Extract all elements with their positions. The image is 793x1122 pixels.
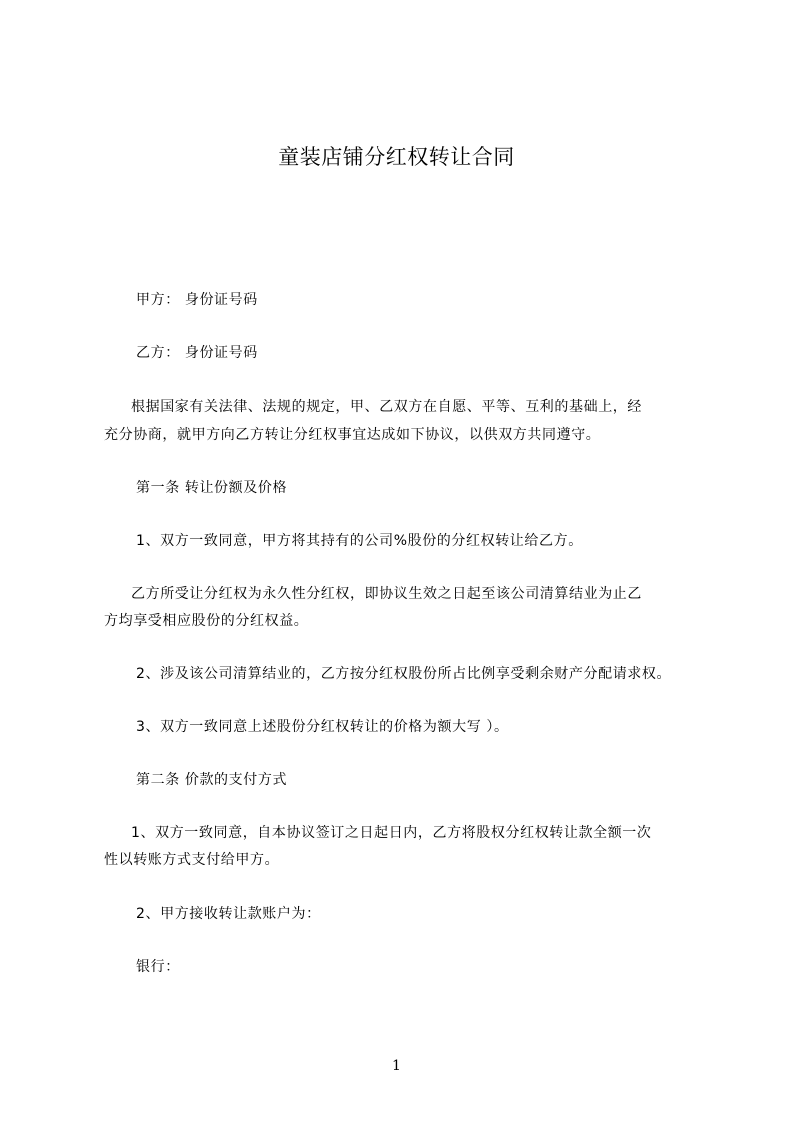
article-1-clause-1-note-line-2: 方均享受相应股份的分红权益。 — [104, 613, 309, 629]
article-1-clause-3: 3、双方一致同意上述股份分红权转让的价格为额大写 ）。 — [136, 719, 509, 735]
article-2-heading: 第二条 价款的支付方式 — [136, 772, 288, 788]
article-1-heading: 第一条 转让份额及价格 — [136, 480, 288, 496]
article-2-clause-1-line-2: 性以转账方式支付给甲方。 — [104, 852, 280, 868]
article-2-clause-2: 2、甲方接收转让款账户为： — [136, 906, 321, 922]
article-1-clause-2: 2、涉及该公司清算结业的，乙方按分红权股份所占比例享受剩余财产分配请求权。 — [136, 666, 672, 682]
page-number: 1 — [392, 1058, 401, 1074]
preamble-line-2: 充分协商，就甲方向乙方转让分红权事宜达成如下协议，以供双方共同遵守。 — [104, 427, 601, 443]
article-2-clause-1-line-1: 1、双方一致同意，自本协议签订之日起日内，乙方将股权分红权转让款全额一次 — [131, 825, 652, 841]
party-a-line: 甲方： 身份证号码 — [136, 292, 258, 308]
bank-line: 银行： — [136, 959, 180, 975]
article-1-clause-1: 1、双方一致同意，甲方将其持有的公司%股份的分红权转让给乙方。 — [136, 533, 583, 549]
party-b-line: 乙方： 身份证号码 — [136, 345, 258, 361]
contract-title: 童装店铺分红权转让合同 — [278, 145, 515, 169]
preamble-line-1: 根据国家有关法律、法规的规定，甲、乙双方在自愿、平等、互利的基础上，经 — [131, 399, 642, 415]
article-1-clause-1-note-line-1: 乙方所受让分红权为永久性分红权，即协议生效之日起至该公司清算结业为止乙 — [131, 586, 642, 602]
